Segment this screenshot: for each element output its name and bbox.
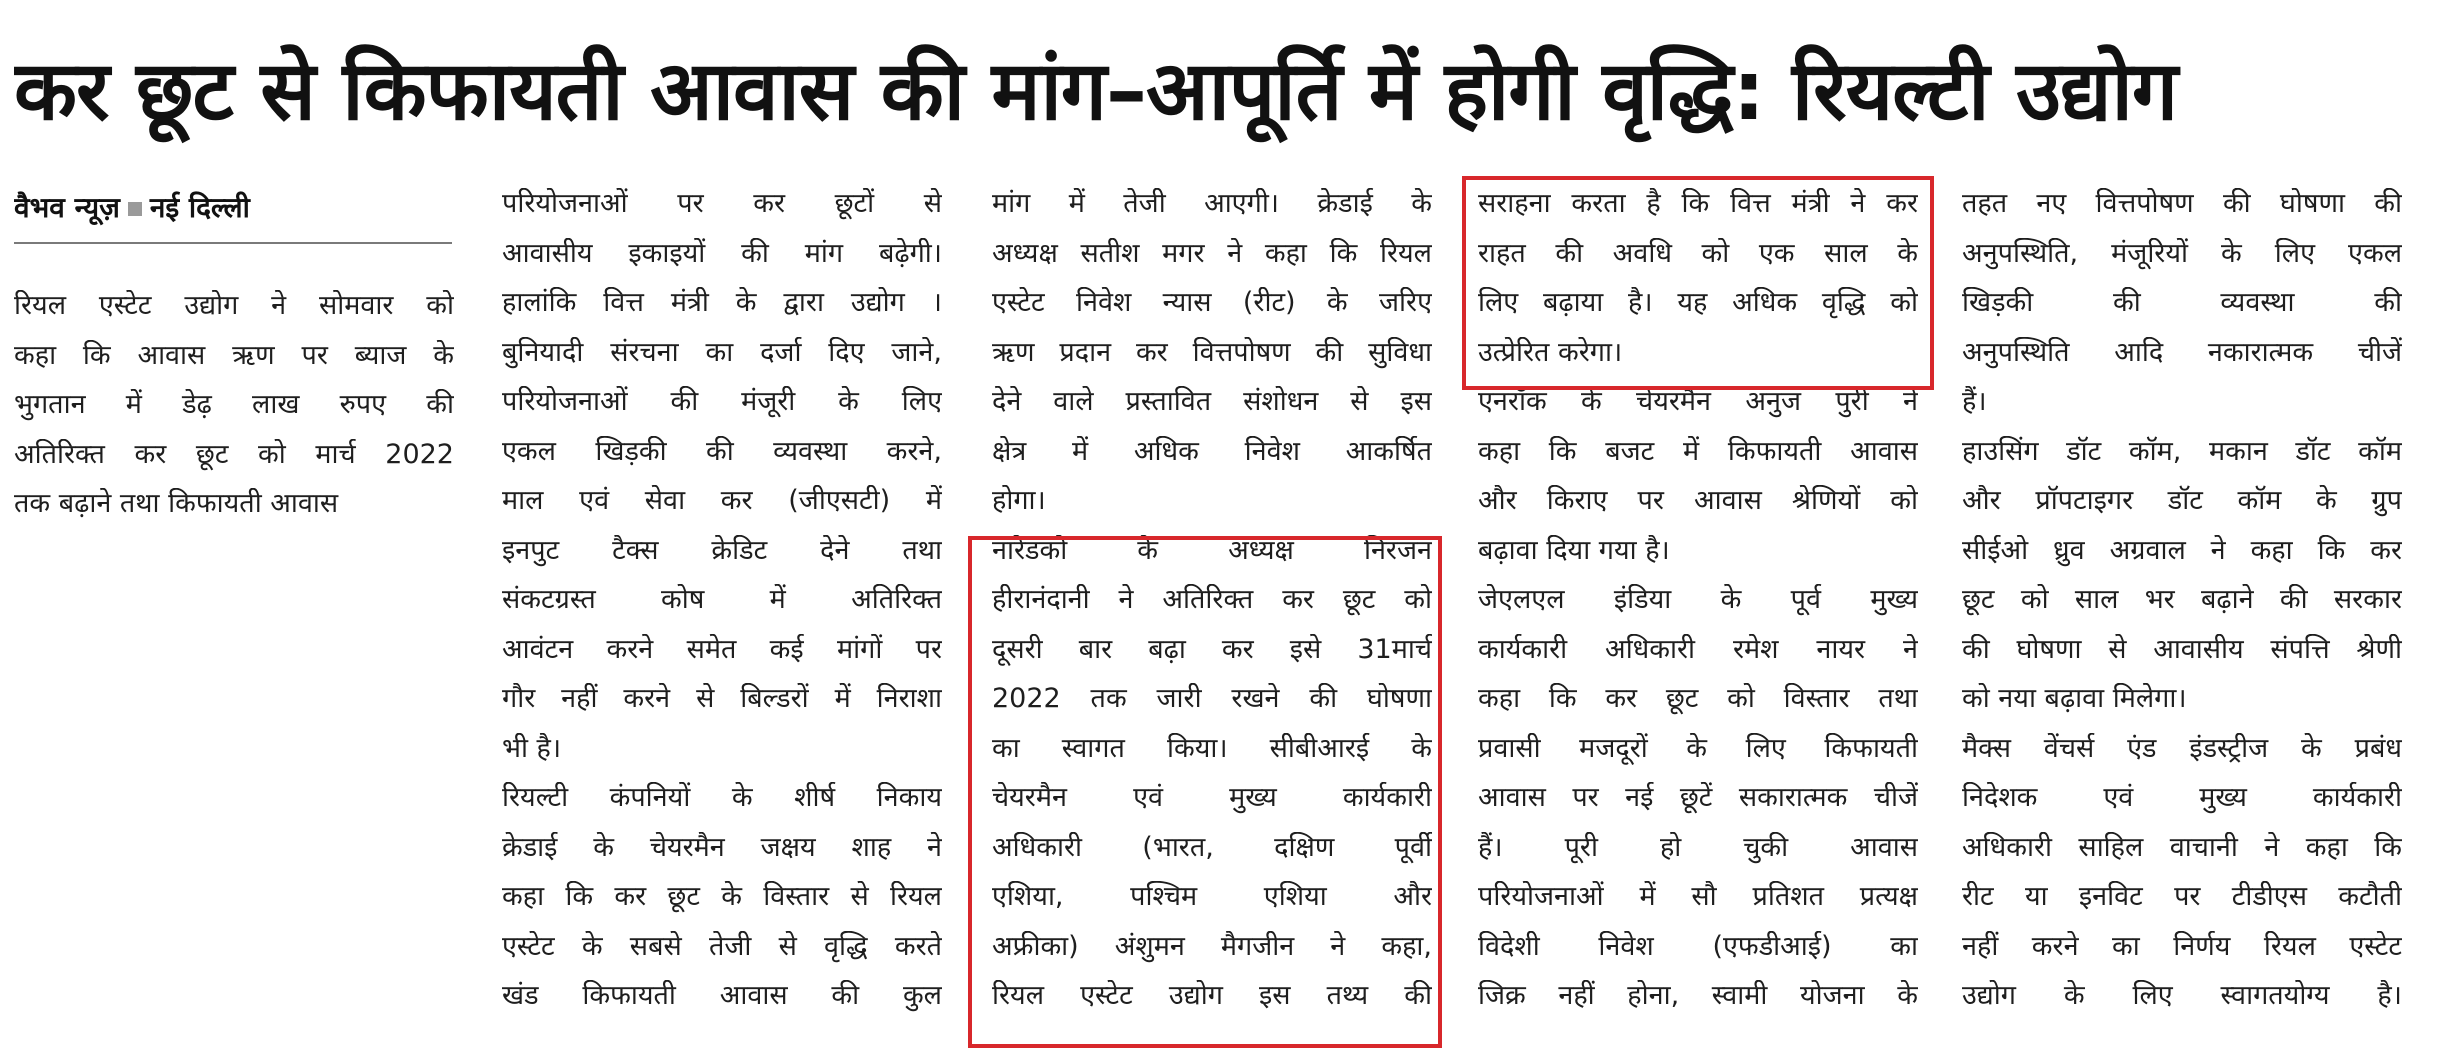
byline-place: नई दिल्ली	[149, 191, 250, 224]
article-line: खिड़की की व्यवस्था की	[1962, 287, 2402, 318]
article-line: निदेशक एवं मुख्य कार्यकारी	[1962, 782, 2402, 813]
article-line: कहा कि कर छूट के विस्तार से रियल	[502, 881, 942, 912]
article-line: आवंटन करने समेत कई मांगों पर	[502, 633, 942, 665]
article-line: दूसरी बार बढ़ा कर इसे 31मार्च	[992, 633, 1432, 665]
article-line: रियल एस्टेट उद्योग इस तथ्य की	[992, 980, 1432, 1011]
article-line: एशिया, पश्चिम एशिया और	[992, 881, 1432, 912]
article-line: और किराए पर आवास श्रेणियों को	[1478, 485, 1918, 516]
headline: कर छूट से किफायती आवास की मांग–आपूर्ति में होगी वृद्धि: रियल्टी उद्योग	[14, 44, 2178, 139]
article-line: 2022 तक जारी रखने की घोषणा	[992, 683, 1432, 714]
article-line: विदेशी निवेश (एफडीआई) का	[1478, 930, 1918, 962]
article-line: एकल खिड़की की व्यवस्था करने,	[502, 435, 942, 467]
article-line: आवास पर नई छूटें सकारात्मक चीजें	[1478, 782, 1918, 813]
article-line: होगा।	[992, 485, 1046, 516]
article-line: खंड किफायती आवास की कुल	[502, 980, 942, 1011]
article-line: आवासीय इकाइयों की मांग बढ़ेगी।	[502, 237, 942, 269]
article-column-5	[1962, 188, 2402, 1048]
article-line: अनुपस्थिति, मंजूरियों के लिए एकल	[1962, 237, 2402, 269]
article-line: बुनियादी संरचना का दर्जा दिए जाने,	[502, 336, 942, 368]
article-line: प्रवासी मजदूरों के लिए किफायती	[1478, 732, 1918, 764]
article-line: जेएलएल इंडिया के पूर्व मुख्य	[1478, 584, 1918, 615]
article-line: एस्टेट निवेश न्यास (रीट) के जरिए	[992, 287, 1432, 318]
article-line: राहत की अवधि को एक साल के	[1478, 237, 1918, 269]
article-line: की घोषणा से आवासीय संपत्ति श्रेणी	[1962, 633, 2402, 665]
article-line: भुगतान में डेढ़ लाख रुपए की	[14, 389, 454, 420]
article-line: परियोजनाओं में सौ प्रतिशत प्रत्यक्ष	[1478, 881, 1918, 912]
article-line: एनरॉक के चेयरमैन अनुज पुरी ने	[1478, 386, 1918, 417]
article-line: को नया बढ़ावा मिलेगा।	[1962, 683, 2187, 714]
byline-divider	[14, 242, 452, 244]
article-line: तहत नए वित्तपोषण की घोषणा की	[1962, 188, 2402, 219]
byline-separator	[128, 202, 142, 216]
article-line: सराहना करता है कि वित्त मंत्री ने कर	[1478, 188, 1918, 219]
article-line: लिए बढ़ाया है। यह अधिक वृद्धि को	[1478, 287, 1918, 318]
article-line: तक बढ़ाने तथा किफायती आवास	[14, 488, 339, 519]
article-line: नारेडको के अध्यक्ष निरंजन	[992, 534, 1432, 566]
article-line: उद्योग के लिए स्वागतयोग्य है।	[1962, 980, 2402, 1011]
article-line: मैक्स वेंचर्स एंड इंडस्ट्रीज के प्रबंध	[1962, 732, 2402, 764]
article-line: मांग में तेजी आएगी। क्रेडाई के	[992, 188, 1432, 219]
article-line: हीरानंदानी ने अतिरिक्त कर छूट को	[992, 584, 1432, 615]
article-line: और प्रॉपटाइगर डॉट कॉम के ग्रुप	[1962, 485, 2402, 516]
article-line: माल एवं सेवा कर (जीएसटी) में	[502, 485, 942, 516]
article-line: चेयरमैन एवं मुख्य कार्यकारी	[992, 782, 1432, 813]
article-line: उत्प्रेरित करेगा।	[1478, 336, 1623, 368]
article-line: अतिरिक्त कर छूट को मार्च 2022	[14, 438, 454, 470]
byline-agency: वैभव न्यूज़	[14, 191, 120, 224]
article-line: अनुपस्थिति आदि नकारात्मक चीजें	[1962, 336, 2402, 368]
article-column-3	[992, 188, 1432, 1048]
article-line: रियल एस्टेट उद्योग ने सोमवार को	[14, 290, 454, 321]
article-line: बढ़ावा दिया गया है।	[1478, 534, 1670, 566]
article-line: रियल्टी कंपनियों के शीर्ष निकाय	[502, 782, 942, 813]
article-line: क्षेत्र में अधिक निवेश आकर्षित	[992, 435, 1432, 467]
article-line: परियोजनाओं पर कर छूटों से	[502, 188, 942, 219]
article-line: कहा कि कर छूट को विस्तार तथा	[1478, 683, 1918, 714]
article-line: जिक्र नहीं होना, स्वामी योजना के	[1478, 980, 1918, 1011]
article-line: हालांकि वित्त मंत्री के द्वारा उद्योग ।	[502, 287, 942, 318]
article-column-2	[502, 188, 942, 1048]
article-line: कार्यकारी अधिकारी रमेश नायर ने	[1478, 633, 1918, 665]
article-line: हैं। पूरी हो चुकी आवास	[1478, 831, 1918, 863]
article-line: भी है।	[502, 732, 562, 764]
article-line: अधिकारी साहिल वाचानी ने कहा कि	[1962, 831, 2402, 863]
article-line: नहीं करने का निर्णय रियल एस्टेट	[1962, 930, 2402, 962]
article-line: गौर नहीं करने से बिल्डरों में निराशा	[502, 683, 942, 714]
article-column-4	[1478, 188, 1918, 1048]
article-line: एस्टेट के सबसे तेजी से वृद्धि करते	[502, 930, 942, 962]
article-line: सीईओ ध्रुव अग्रवाल ने कहा कि कर	[1962, 534, 2402, 566]
article-line: अफ्रीका) अंशुमन मैगजीन ने कहा,	[992, 930, 1432, 962]
byline	[14, 188, 250, 228]
article-line: का स्वागत किया। सीबीआरई के	[992, 732, 1432, 764]
article-line: संकटग्रस्त कोष में अतिरिक्त	[502, 584, 942, 615]
article-line: इनपुट टैक्स क्रेडिट देने तथा	[502, 534, 942, 566]
article-line: देने वाले प्रस्तावित संशोधन से इस	[992, 386, 1432, 417]
article-line: हैं।	[1962, 386, 1987, 417]
article-column-1	[14, 188, 454, 1048]
article-line: रीट या इनविट पर टीडीएस कटौती	[1962, 881, 2402, 912]
article-line: ऋण प्रदान कर वित्तपोषण की सुविधा	[992, 336, 1432, 368]
article-line: क्रेडाई के चेयरमैन जक्षय शाह ने	[502, 831, 942, 863]
article-line: अधिकारी (भारत, दक्षिण पूर्वी	[992, 831, 1432, 863]
article-line: कहा कि आवास ऋण पर ब्याज के	[14, 339, 454, 371]
article-line: छूट को साल भर बढ़ाने की सरकार	[1962, 584, 2402, 615]
article-line: परियोजनाओं की मंजूरी के लिए	[502, 386, 942, 417]
article-line: अध्यक्ष सतीश मगर ने कहा कि रियल	[992, 237, 1432, 269]
article-line: कहा कि बजट में किफायती आवास	[1478, 435, 1918, 467]
article-line: हाउसिंग डॉट कॉम, मकान डॉट कॉम	[1962, 435, 2402, 467]
